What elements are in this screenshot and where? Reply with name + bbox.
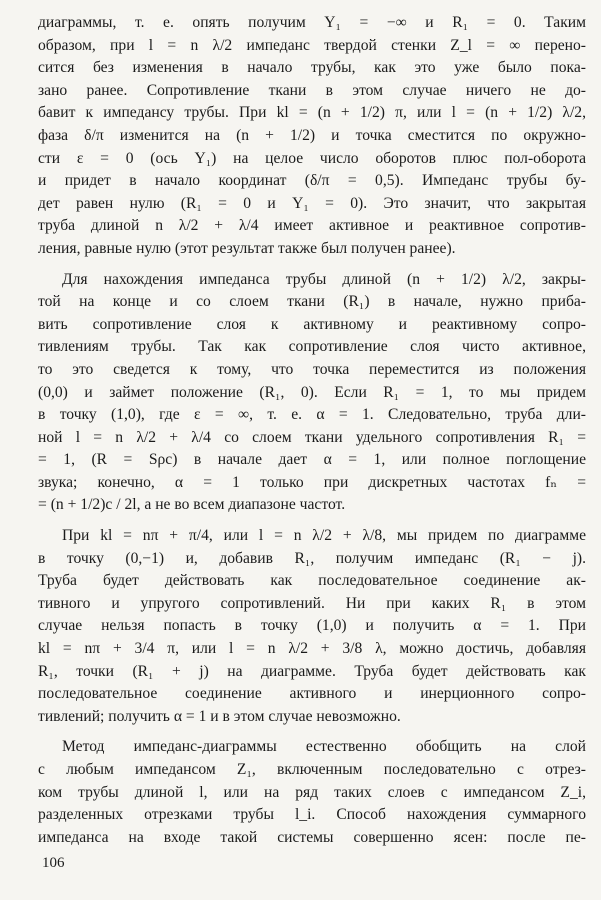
paragraph-1 [38, 12, 586, 261]
text-line: бавит к импедансу трубы. При kl = (n + 1/2) π, или l = (n + 1/2) λ/2, [38, 104, 586, 122]
text-line: Для нахождения импеданса трубы длиной (n + 1/2) λ/2, закры- [62, 270, 586, 288]
text-line: последовательное соединение активного и инерционного сопро- [38, 685, 586, 703]
text-line: тивного и упругого сопротивлений. Ни при каких R₁ в этом [38, 594, 586, 612]
text-line: дет равен нулю (R₁ = 0 и Y₁ = 0). Это значит, что закрытая [38, 194, 586, 212]
text-line: тивлений; получить α = 1 и в этом случае невозможно. [38, 707, 401, 725]
text-line: образом, при l = n λ/2 импеданс твердой стенки Z_l = ∞ перено- [38, 36, 586, 54]
text-line: то это сведется к тому, что точка переместится из положения [38, 360, 586, 378]
text-line: вить сопротивление слоя к активному и реактивному сопро- [38, 315, 586, 333]
text-line: импеданса на входе такой системы совершенно ясен: после пе- [38, 828, 586, 846]
text-line: Труба будет действовать как последовательное соединение ак- [38, 572, 586, 590]
text-line: R₁, точки (R₁ + j) на диаграмме. Труба будет действовать как [38, 662, 586, 680]
text-line: в точку (0,−1) и, добавив R₁, получим импеданс (R₁ − j). [38, 549, 586, 567]
paragraph-3 [38, 525, 586, 728]
text-line: сти ε = 0 (ось Y₁) на целое число оборотов плюс пол-оборота [38, 149, 586, 167]
page-text [38, 12, 586, 849]
text-line: диаграммы, т. е. опять получим Y₁ = −∞ и R₁ = 0. Таким [38, 14, 586, 31]
text-line: разделенных отрезками трубы l_i. Способ нахождения суммарного [38, 806, 586, 824]
page-number: 106 [42, 855, 65, 871]
text-line: kl = nπ + 3/4 π, или l = n λ/2 + 3/8 λ, можно достичь, добавляя [38, 640, 586, 658]
text-line: Метод импеданс-диаграммы естественно обобщить на слой [62, 738, 586, 756]
text-line: той на конце и со слоем ткани (R₁) в начале, нужно приба- [38, 293, 586, 311]
text-line: и придет в начало координат (δ/π = 0,5). Импеданс трубы бу- [38, 172, 586, 190]
text-line: = (n + 1/2)c / 2l, а не во всем диапазоне частот. [38, 496, 346, 514]
text-line: зано ранее. Сопротивление ткани в этом случае ничего не до- [38, 81, 586, 99]
text-line: сится без изменения в начало трубы, как это уже было пока- [38, 59, 586, 77]
text-line: в точку (1,0), где ε = ∞, т. е. α = 1. Следовательно, труба дли- [38, 406, 586, 424]
text-line: (0,0) и займет положение (R₁, 0). Если R₁ = 1, то мы придем [38, 383, 586, 401]
text-line: труба длиной n λ/2 + λ/4 имеет активное и реактивное сопротив- [38, 217, 586, 235]
text-line: с любым импедансом Z₁, включенным последовательно с отрез- [38, 761, 586, 778]
text-line: фаза δ/π изменится на (n + 1/2) и точка сместится по окружно- [38, 126, 586, 144]
text-line: ком трубы длиной l, или на ряд таких слоев с импедансом Z_i, [38, 783, 586, 801]
text-line: звука; конечно, α = 1 только при дискретных частотах fₙ = [38, 473, 586, 491]
text-line: При kl = nπ + π/4, или l = n λ/2 + λ/8, мы придем по диаграмме [62, 527, 586, 545]
paragraph-2 [38, 269, 586, 518]
text-line: ления, равные нулю (этот результат также был получен ранее). [38, 239, 456, 257]
text-line: ной l = n λ/2 + λ/4 со слоем ткани удельного сопротивления R₁ = [38, 428, 586, 446]
text-line: = 1, (R = Sρc) в начале дает α = 1, или полное поглощение [38, 451, 586, 469]
text-line: случае нельзя попасть в точку (1,0) и получить α = 1. При [38, 617, 586, 635]
paragraph-4 [38, 736, 586, 849]
text-line: тивлениям трубы. Так как сопротивление слоя чисто активное, [38, 338, 586, 356]
